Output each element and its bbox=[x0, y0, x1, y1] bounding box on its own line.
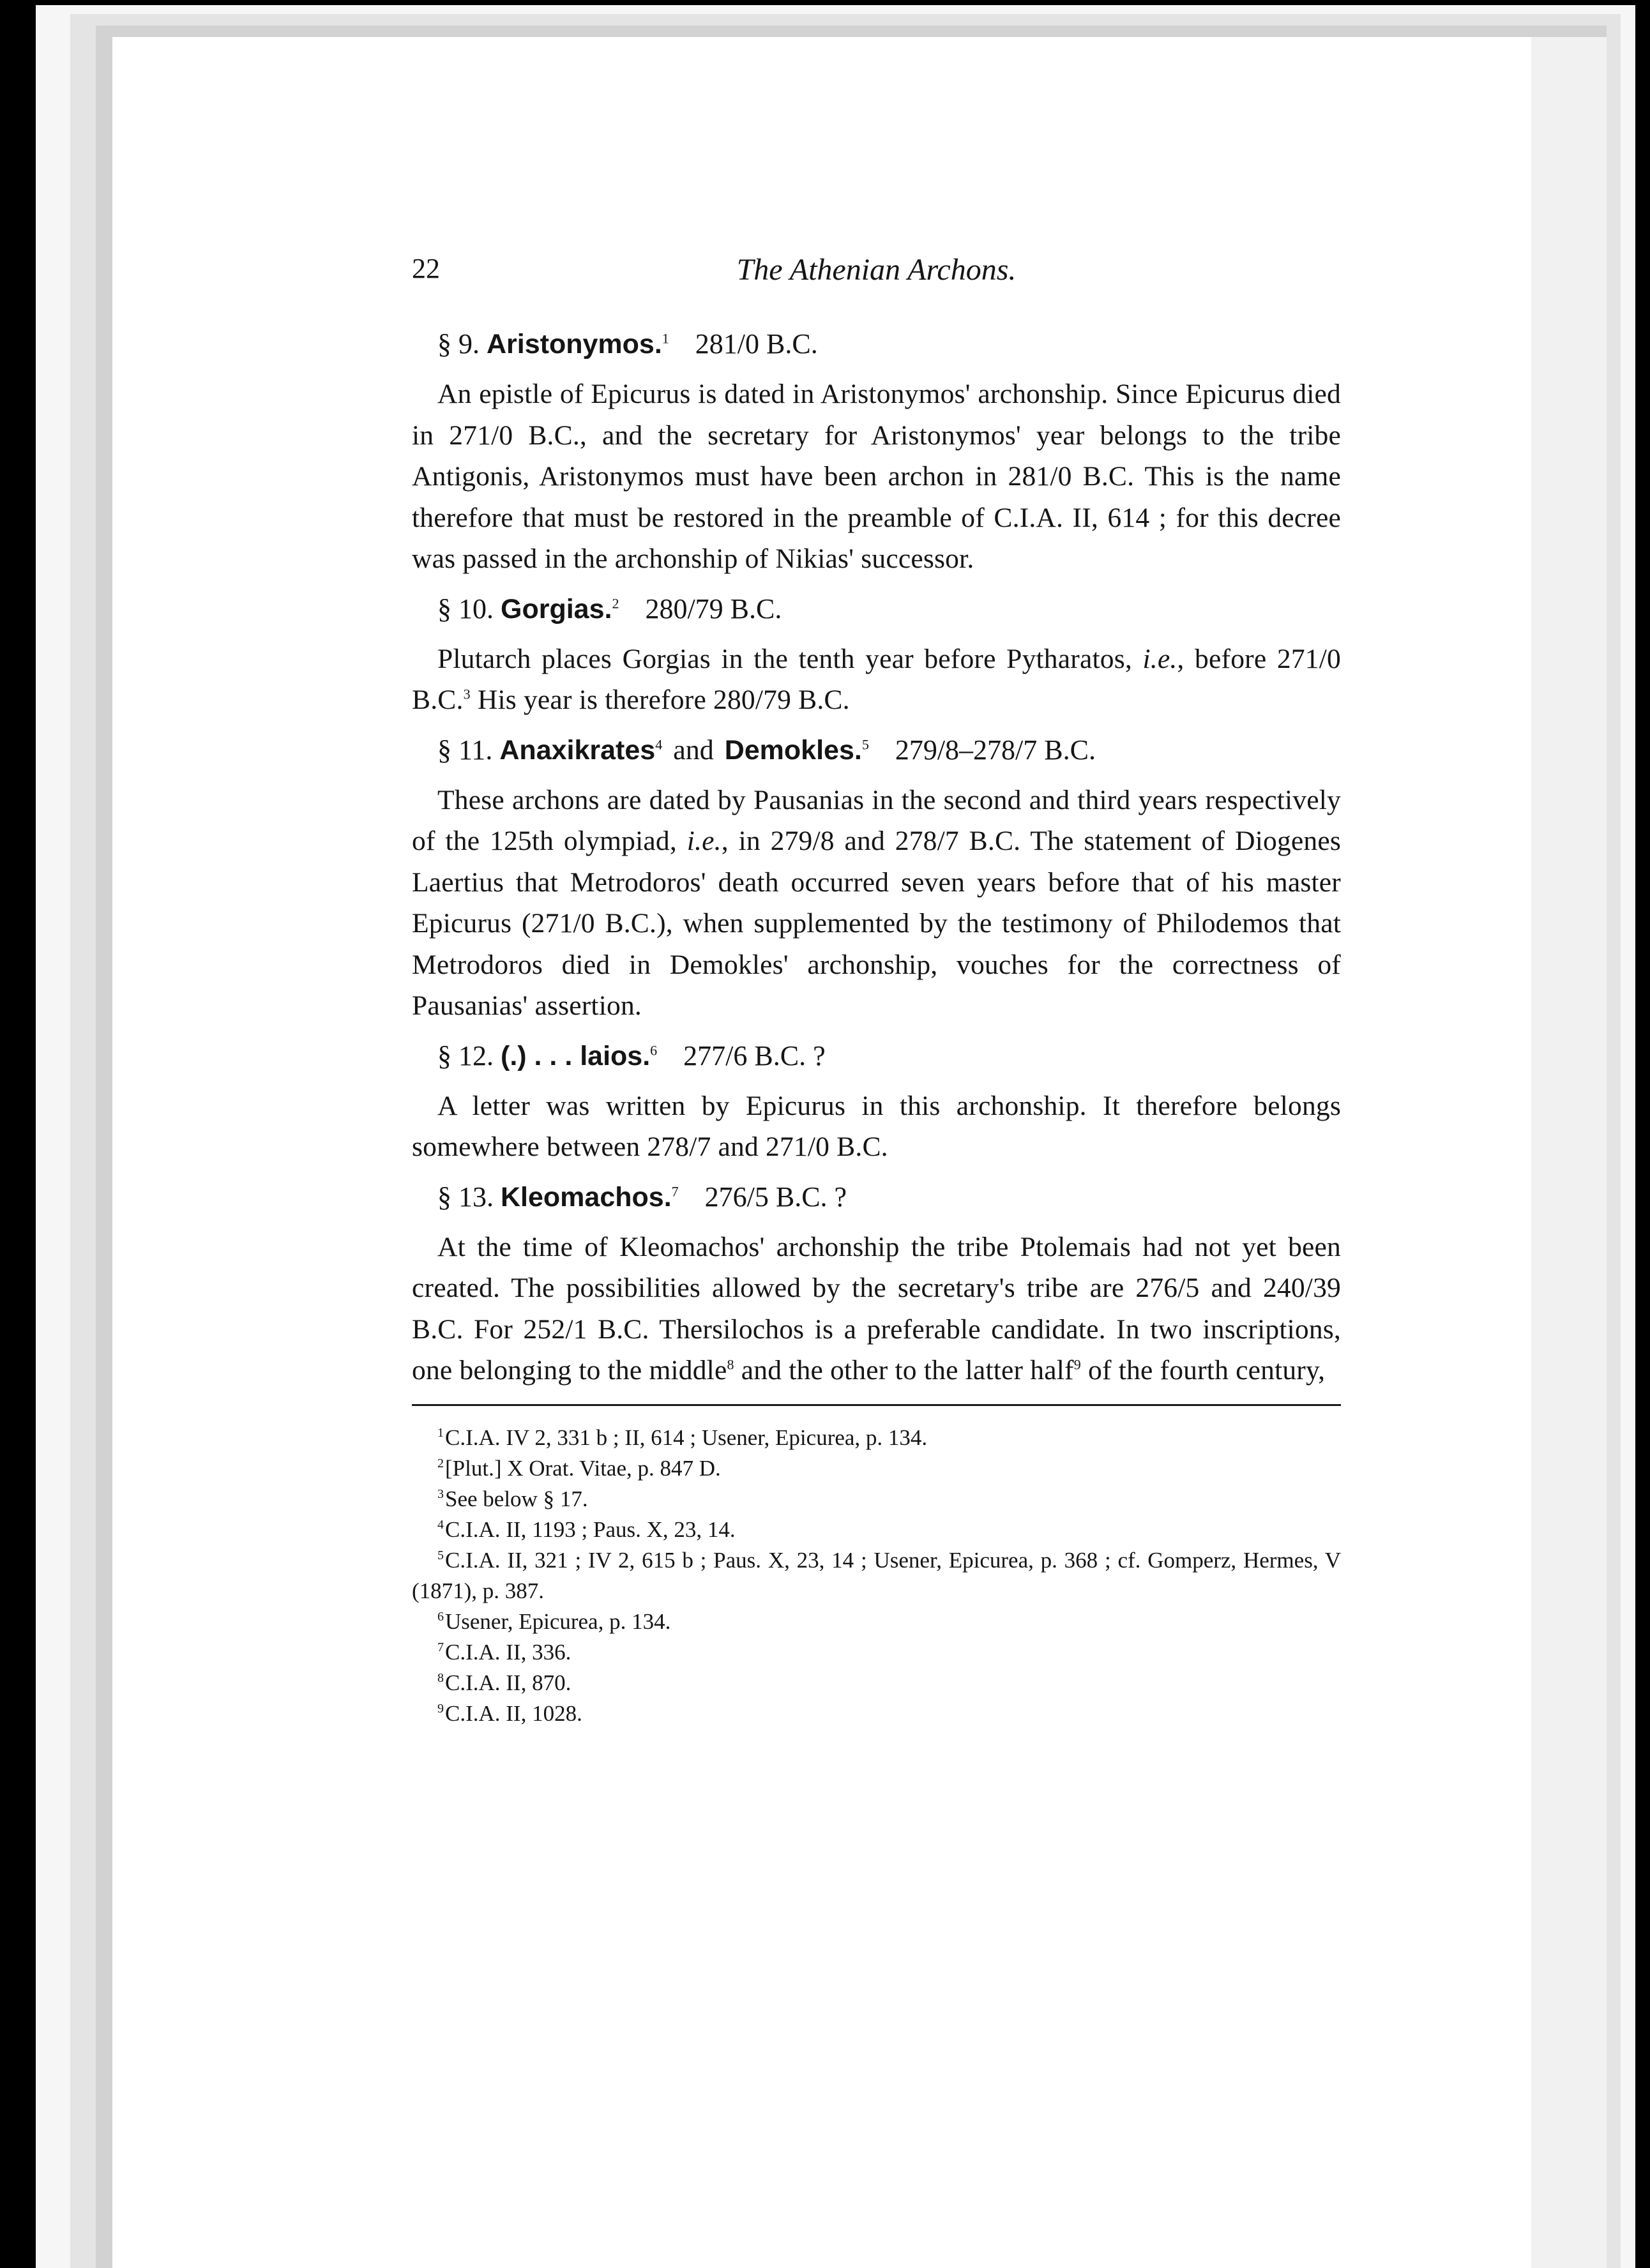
footnote: $^2$[Plut.] X Orat. Vitae, p. 847 D. bbox=[437, 1455, 721, 1481]
section-symbol: § 13. bbox=[437, 1181, 494, 1213]
section-body-9: An epistle of Epicurus is dated in Aristonymos' archonship. Since Epicurus died in 271/0 B.C., and the secretary for Aristonymos' year belongs to the tribe Antigonis, Aristonymos must have been archon in 281/0 B.C. This is the name therefore that must be restored in the preamble of C.I.A. II, 614 ; for this decree was passed in the archonship of Nikias' successor. bbox=[412, 379, 1341, 574]
archon-date: 281/0 B.C. bbox=[695, 328, 818, 359]
section-body-11: These archons are dated by Pausanias in the second and third years respectively of the 125th olympiad, i.e., in 279/8 and 278/7 B.C. The statement of Diogenes Laertius that Metrodoros' death occurred seven years before that of his master Epicurus (271/0 B.C.), when supplemented by the testimony of Philodemos that Metrodoros died in Demokles' archonship, vouches for the correctness of Pausanias' assertion. bbox=[412, 784, 1341, 1021]
footnote: $^9$C.I.A. II, 1028. bbox=[437, 1700, 582, 1726]
footnotes bbox=[412, 1423, 1341, 1729]
running-head bbox=[412, 252, 1341, 297]
archon-date: 277/6 B.C. ? bbox=[683, 1040, 826, 1071]
archon-name: Gorgias. bbox=[501, 593, 612, 624]
archon-date: 280/79 B.C. bbox=[645, 593, 782, 624]
archon-date: 276/5 B.C. ? bbox=[704, 1181, 847, 1213]
running-title: The Athenian Archons. bbox=[736, 253, 1017, 287]
section-heading-13 bbox=[412, 1178, 1341, 1216]
section-symbol: § 9. bbox=[437, 328, 480, 359]
section-heading-12 bbox=[412, 1037, 1341, 1075]
section-body-13: At the time of Kleomachos' archonship the tribe Ptolemais had not yet been created. The possibilities allowed by the secretary's tribe are 276/5 and 240/39 B.C. For 252/1 B.C. Thersilochos is a preferable candidate. In two inscriptions, one belonging to the middle$^8$ and the other to the latter half$^9$ of the fourth century, bbox=[412, 1231, 1341, 1386]
section-heading-10 bbox=[412, 590, 1341, 628]
footnote-ref: 8 bbox=[727, 1356, 734, 1373]
footnote: $^4$C.I.A. II, 1193 ; Paus. X, 23, 14. bbox=[437, 1516, 736, 1542]
footnote: $^6$Usener, Epicurea, p. 134. bbox=[437, 1608, 671, 1634]
archon-name: Kleomachos. bbox=[501, 1181, 672, 1213]
footnote: $^1$C.I.A. IV 2, 331 b ; II, 614 ; Usener, Epicurea, p. 134. bbox=[437, 1425, 928, 1450]
footnote-ref: 4 bbox=[655, 736, 663, 752]
footnote-ref: 1 bbox=[662, 330, 669, 347]
section-heading-9 bbox=[412, 325, 1341, 363]
footnote-ref: 3 bbox=[463, 686, 471, 702]
footnote: $^3$See below § 17. bbox=[437, 1486, 588, 1511]
archon-name: Demokles. bbox=[724, 734, 862, 766]
footnote-ref: 9 bbox=[1073, 1356, 1081, 1373]
footnote: $^5$C.I.A. II, 321 ; IV 2, 615 b ; Paus. X, 23, 14 ; Usener, Epicurea, p. 368 ; cf. Gomperz, Hermes, V (1871), p. 387. bbox=[412, 1547, 1341, 1603]
section-body-10: Plutarch places Gorgias in the tenth year before Pytharatos, i.e., before 271/0 B.C.$^3$ His year is therefore 280/79 B.C. bbox=[412, 643, 1341, 715]
section-symbol: § 11. bbox=[437, 734, 493, 766]
section-symbol: § 12. bbox=[437, 1040, 494, 1071]
section-body-12: A letter was written by Epicurus in this archonship. It therefore belongs somewhere between 278/7 and 271/0 B.C. bbox=[412, 1090, 1341, 1162]
footnote-ref: 5 bbox=[861, 736, 869, 752]
conjunction: and bbox=[673, 734, 714, 766]
footnote-ref: 6 bbox=[650, 1041, 658, 1058]
section-heading-11 bbox=[412, 731, 1341, 769]
archon-date: 279/8–278/7 B.C. bbox=[895, 734, 1096, 766]
archon-name: Anaxikrates bbox=[499, 734, 656, 766]
archon-name: (.) . . . laios. bbox=[501, 1040, 651, 1071]
page-edge-right bbox=[1531, 37, 1607, 2268]
footnote-ref: 2 bbox=[612, 594, 619, 611]
footnote-ref: 7 bbox=[671, 1183, 679, 1199]
page-number: 22 bbox=[412, 253, 440, 284]
footnote: $^7$C.I.A. II, 336. bbox=[437, 1639, 571, 1665]
page-content bbox=[412, 252, 1341, 1729]
footnote: $^8$C.I.A. II, 870. bbox=[437, 1670, 571, 1695]
section-symbol: § 10. bbox=[437, 593, 494, 624]
footnote-rule bbox=[412, 1404, 1341, 1406]
archon-name: Aristonymos. bbox=[487, 329, 662, 359]
